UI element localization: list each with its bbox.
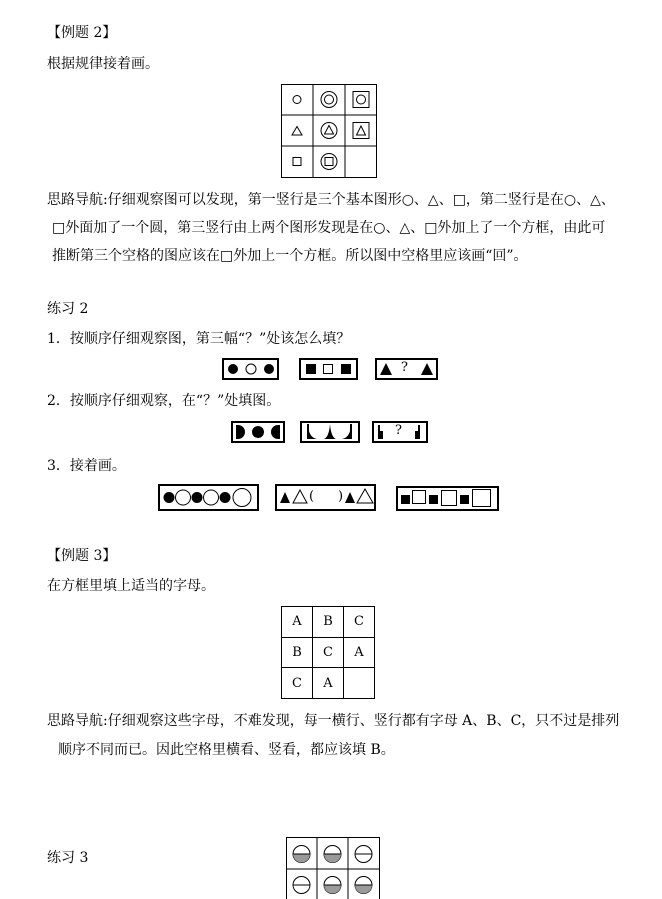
q2-box-corner-shapes bbox=[300, 421, 360, 443]
q3-blank-close-paren[interactable]: ) bbox=[338, 487, 343, 507]
circle-shape bbox=[293, 96, 301, 104]
triangle-sequence-icon bbox=[277, 486, 374, 509]
q2-box-question bbox=[372, 421, 428, 443]
q2-box-semicircles bbox=[231, 421, 285, 443]
example2-analysis-line2: □外面加了一个圆，第三竖行由上两个图形发现是在○、△、□外加上了一个方框，由此可 bbox=[52, 218, 605, 238]
q1-blank-mark[interactable]: ? bbox=[401, 358, 408, 378]
example2-title: 【例题 2】 bbox=[47, 23, 116, 43]
practice2-question2: 2．按顺序仔细观察，在“？”处填图。 bbox=[47, 391, 280, 411]
half-shaded-circle-icon bbox=[324, 846, 341, 863]
triangle-shape bbox=[292, 127, 302, 136]
letter-cell: A bbox=[282, 607, 313, 638]
half-shaded-circle-icon bbox=[355, 877, 372, 894]
letter-grid bbox=[281, 606, 375, 699]
letter-cell: B bbox=[313, 607, 344, 638]
blank-letter-cell[interactable] bbox=[344, 668, 375, 699]
example3-title: 【例题 3】 bbox=[47, 546, 116, 566]
letter-cell: C bbox=[344, 607, 375, 638]
q1-box-triangles bbox=[375, 358, 438, 380]
circle-in-circle-shape bbox=[321, 92, 337, 108]
half-shaded-circle-icon bbox=[293, 846, 310, 863]
q3-box-triangles bbox=[275, 484, 376, 511]
q3-box-squares bbox=[396, 486, 499, 511]
triangle-in-circle-shape bbox=[321, 123, 337, 139]
divided-circle-icon bbox=[293, 877, 310, 894]
q1-box-squares bbox=[299, 358, 358, 380]
example2-analysis-line1: 思路导航:仔细观察图可以发现，第一竖行是三个基本图形○、△、□，第二竖行是在○、△、 bbox=[47, 190, 615, 210]
q3-box-circles bbox=[158, 484, 259, 511]
practice2-question1: 1．按顺序仔细观察图，第三幅“？”处该怎么填？ bbox=[47, 329, 350, 349]
square-shape bbox=[293, 158, 301, 166]
q2-blank-mark[interactable]: ? bbox=[395, 421, 402, 441]
triangle-in-square-shape bbox=[353, 123, 369, 139]
shape-pattern-grid bbox=[281, 84, 377, 178]
example2-analysis-line3: 推断第三个空格的图应该在□外加上一个方框。所以图中空格里应该画“回”。 bbox=[52, 246, 528, 266]
example3-analysis-line1: 思路导航:仔细观察这些字母，不难发现，每一横行、竖行都有字母 A、B、C，只不过是排列 bbox=[47, 711, 619, 731]
divided-circle-icon bbox=[355, 846, 372, 863]
q3-blank-open-paren[interactable]: ( bbox=[309, 487, 314, 507]
letter-cell: A bbox=[344, 637, 375, 668]
half-filled-circle-grid bbox=[286, 837, 380, 899]
q1-box-circles bbox=[222, 358, 279, 380]
practice2-question3: 3．接着画。 bbox=[47, 456, 126, 476]
practice3-title: 练习 3 bbox=[47, 848, 88, 868]
example3-analysis-line2: 顺序不同而已。因此空格里横看、竖看，都应该填 B。 bbox=[58, 740, 395, 760]
letter-cell: B bbox=[282, 637, 313, 668]
example3-prompt: 在方框里填上适当的字母。 bbox=[47, 576, 215, 596]
circle-in-square-shape bbox=[353, 92, 369, 108]
half-shaded-circle-icon bbox=[324, 877, 341, 894]
example2-prompt: 根据规律接着画。 bbox=[47, 54, 159, 74]
letter-cell: C bbox=[282, 668, 313, 699]
letter-cell: C bbox=[313, 637, 344, 668]
square-in-circle-shape bbox=[321, 154, 337, 170]
letter-cell: A bbox=[313, 668, 344, 699]
practice2-title: 练习 2 bbox=[47, 299, 88, 319]
